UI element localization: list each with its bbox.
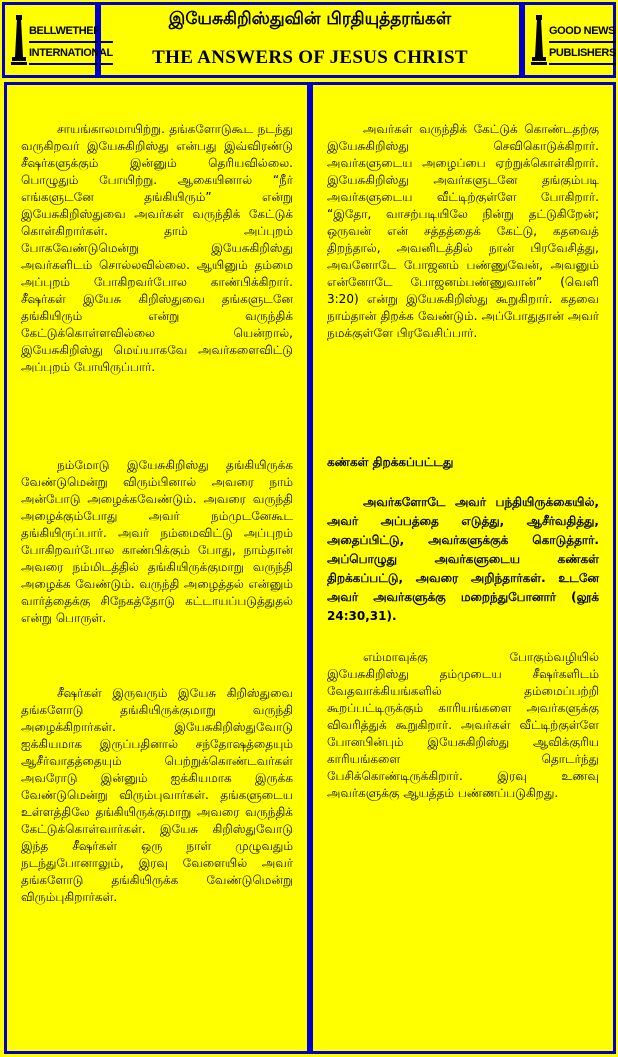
paragraph: அவர்கள் வருந்திக் கேட்டுக் கொண்டதற்கு இயேசுகிறிஸ்து செவிகொடுக்கிறார். அவர்களுடைய அழைப்பை ஏற்றுக்கொள்கிறார். இயேசுகிறிஸ்து அவர்களுடனே தங்கும்படி அவர்களுடைய வீட்டிற்குள்ளே போகிறார். “இதோ, வாசற்படியிலே நின்று தட்டுகிறேன்; ஒருவன் என் சத்தத்தைக் கேட்டு, கதவைத் திறந்தால், அவனிடத்தில் நான் பிரவேசித்து, அவனோடே போஜனம் பண்ணுவேன், அவனும் என்னோடே போஜனம்பண்ணுவான்” (வெளி 3:20) என்று இயேசுகிறிஸ்து கூறுகிறார். கதவை நாம்தான் திறக்க வேண்டும். அப்போதுதான் அவர் நமக்குள்ளே பிரவேசிப்பார். — [327, 122, 599, 340]
header-right-box — [522, 2, 616, 78]
paragraph: சாயங்காலமாயிற்று. தங்களோடுகூட நடந்து வருகிறவர் இயேசுகிறிஸ்து என்பது இவ்விரண்டு சீஷர்களுக்கும் இன்னும் தெரியவில்லை. பொழுதும் போயிற்று. ஆகையினால் “நீர் எங்களுடனே தங்கியிரும்” என்று இயேசுகிறிஸ்துவை அவர்கள் வருந்திக் கேட்டுக் கொள்கிறார்கள். தாம் அப்புறம் போகவேண்டுமென்று இயேசுகிறிஸ்து அவர்களிடம் சொல்லவில்லை. ஆயினும் தம்மை அப்புறம் போகிறவர்போல காண்பிக்கிறார். சீஷர்கள் இயேசு கிறிஸ்துவை தங்களுடனே தங்கியிரும் என்று வருந்திக் கேட்டுக்கொள்ளவில்லை யென்றால், இயேசுகிறிஸ்து மெய்யாகவே அவர்களைவிட்டு அப்புறம் போயிருப்பார். — [21, 122, 293, 374]
lighthouse-icon — [11, 15, 27, 67]
section-heading: கண்கள் திறக்கப்பட்டது — [327, 455, 454, 469]
paragraph: எம்மாவுக்கு போகும்வழியில் இயேசுகிறிஸ்து தம்முடைய சீஷர்களிடம் வேதவாக்கியங்களில் தம்மைப்பற்றி கூறப்பட்டிருக்கும் காரியங்களை அவர்களுக்கு விவரித்துக் கூறுகிறார். அவர்கள் வீட்டிற்குள்ளே போனபின்பும் இயேசுகிறிஸ்து ஆவிக்குரிய காரியங்களை தொடர்ந்து பேசிக்கொண்டிருக்கிறார். இரவு உணவு அவர்களுக்கு ஆயத்தம் பண்ணப்படுகிறது. — [327, 650, 599, 800]
paragraph: சீஷர்கள் இருவரும் இயேசு கிறிஸ்துவை தங்களோடு தங்கியிருக்குமாறு வருந்தி அழைக்கிறார்கள். இயேசுகிறிஸ்துவோடு ஐக்கியமாக இருப்பதினால் சந்தோஷத்தையும் ஆசீர்வாதத்தையும் பெற்றுக்கொண்டவர்கள் அவரோடு இன்னும் ஐக்கியமாக இருக்க வேண்டுமென்று விரும்புவார்கள். தங்களுடைய உள்ளத்திலே தங்கியிருக்குமாறு அவரை வருந்திக் கேட்டுக்கொள்வார்கள். இயேசு கிறிஸ்துவோடு இந்த சீஷர்கள் ஒரு நாள் முழுவதும் நடந்துபோனாலும், இரவு வேளையில் அவர் தங்களோடு தங்கியிருக்க வேண்டுமென்று விரும்புகிறார்கள். — [21, 686, 293, 904]
title-tamil: இயேசுகிறிஸ்துவின் பிரதியுத்தரங்கள் — [168, 9, 452, 29]
paragraph: நம்மோடு இயேசுகிறிஸ்து தங்கியிருக்க வேண்டுமென்று விரும்பினால் அவரை நாம் அன்போடு அழைக்கவேண்டும். அவரை வருந்தி அழைக்கும்போது அவர் நம்முடனேகூட தங்கியிருப்பார். அவர் நம்மைவிட்டு அப்புறம் போகிறவர்போல காண்பிக்கும் போது, நாம்தான் அவரை நம்மிடத்தில் தங்கியிருக்குமாறு வருந்தி அழைக்க வேண்டும். வருந்தி அழைத்தல் என்னும் வார்த்தைக்கு சிநேகத்தோடு கட்டாயப்படுத்துதல் என்று பொருள். — [21, 458, 293, 625]
logo-line1: GOOD NEWS — [549, 21, 616, 43]
header-left-box — [2, 2, 113, 78]
good-news-logo — [531, 11, 616, 69]
bellwether-logo — [11, 11, 113, 69]
logo-line2: INTERNATIONAL — [29, 43, 113, 65]
scripture-quote: அவர்களோடே அவர் பந்தியிருக்கையில், அவர் அப்பத்தை எடுத்து, ஆசீர்வதித்து, அதைப்பிட்டு, அவர்களுக்குக் கொடுத்தார். அப்பொழுது அவர்களுடைய கண்கள் திறக்கப்பட்டு, அவரை அறிந்தார்கள். உடனே அவர் அவர்களுக்கு மறைந்துபோனார் (லூக் 24:30,31). — [327, 495, 599, 623]
logo-line1: BELLWETHER — [29, 21, 113, 43]
left-column — [4, 82, 310, 1054]
right-column — [310, 82, 616, 1054]
header-title-box — [98, 2, 522, 78]
title-english: THE ANSWERS OF JESUS CHRIST — [152, 47, 468, 68]
lighthouse-icon — [531, 15, 547, 67]
logo-line2: PUBLISHERS — [549, 43, 616, 65]
